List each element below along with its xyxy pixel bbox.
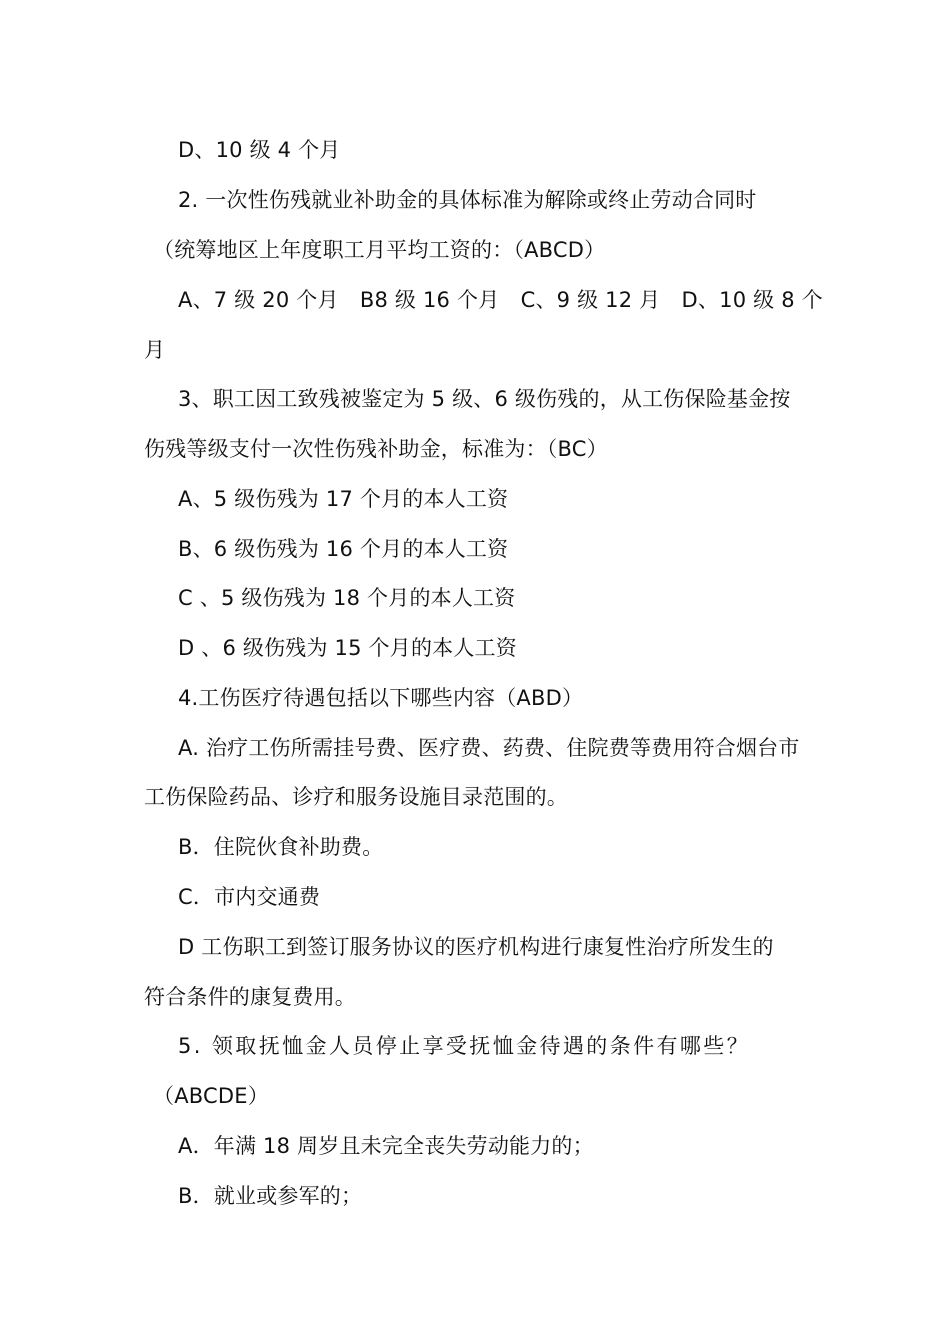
option-b: B．就业或参军的； [178,1184,363,1208]
text-line: （ABCDE） [153,1084,269,1108]
option-b: B．住院伙食补助费。 [178,835,384,859]
question-5: 5. 领取抚恤金人员停止享受抚恤金待遇的条件有哪些？ [178,1034,751,1058]
text-line: 伤残等级支付一次性伤残补助金，标准为：（BC） [144,437,608,461]
option-a: A. 治疗工伤所需挂号费、医疗费、药费、住院费等费用符合烟台市 [178,736,800,760]
question-3: 3、职工因工致残被鉴定为 5 级、6 级伤残的，从工伤保险基金按 [178,387,791,411]
option-a: A．年满 18 周岁且未完全丧失劳动能力的； [178,1134,594,1158]
option-c: C 、5 级伤残为 18 个月的本人工资 [178,586,516,610]
option-d: D 工伤职工到签订服务协议的医疗机构进行康复性治疗所发生的 [178,935,774,959]
option-d: D 、6 级伤残为 15 个月的本人工资 [178,636,517,660]
question-4: 4.工伤医疗待遇包括以下哪些内容（ABD） [178,686,584,710]
text-line: （统筹地区上年度职工月平均工资的：（ABCD） [153,238,606,262]
text-line: D、10 级 4 个月 [178,138,341,162]
options-line: A、7 级 20 个月 B8 级 16 个月 C、9 级 12 月 D、10 级 8 个 [178,288,823,312]
text-line: 符合条件的康复费用。 [144,985,356,1009]
option-c: C．市内交通费 [178,885,321,909]
text-line: 工伤保险药品、诊疗和服务设施目录范围的。 [144,785,568,809]
question-2: 2. 一次性伤残就业补助金的具体标准为解除或终止劳动合同时 [178,188,757,212]
text-line: 月 [144,338,166,362]
option-a: A、5 级伤残为 17 个月的本人工资 [178,487,509,511]
option-b: B、6 级伤残为 16 个月的本人工资 [178,537,509,561]
